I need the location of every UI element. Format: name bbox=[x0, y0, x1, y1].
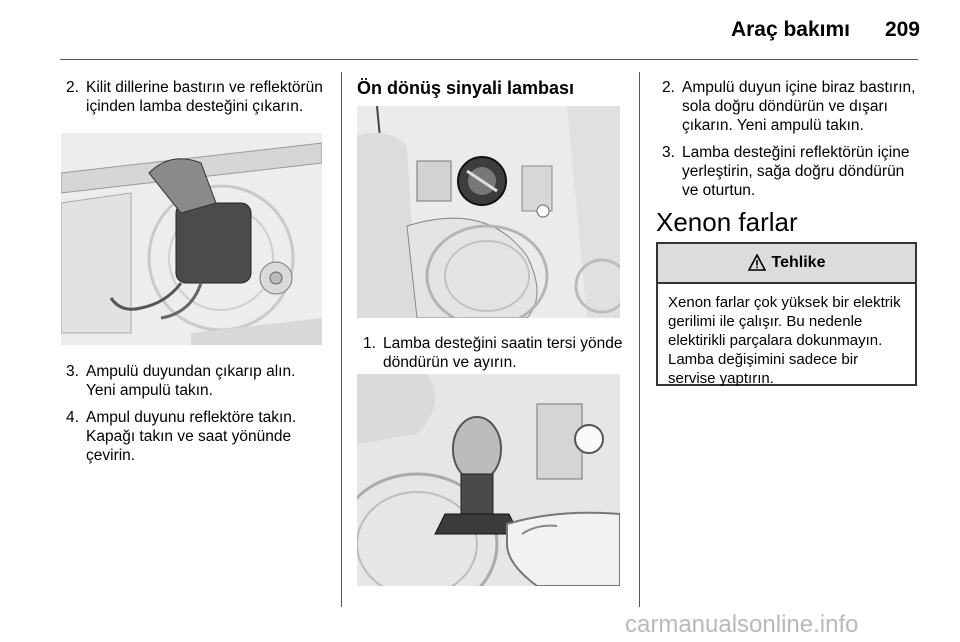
lamp-holder-illustration bbox=[61, 133, 322, 345]
step-number: 3. bbox=[66, 363, 79, 380]
bulb-removal-illustration bbox=[357, 374, 620, 586]
section-heading: Ön dönüş sinyali lambası bbox=[357, 78, 575, 98]
warning-triangle-icon bbox=[748, 254, 766, 272]
column-2-heading-wrap bbox=[357, 78, 627, 99]
watermark[interactable]: carmanualsonline.info bbox=[625, 611, 859, 638]
column-1-bottom bbox=[60, 362, 326, 473]
step-text: Ampulü duyundan çıkarıp alın. Yeni ampulü takın. bbox=[86, 363, 296, 399]
step-number: 1. bbox=[363, 335, 376, 352]
danger-warning-box bbox=[656, 242, 917, 386]
column-divider-left bbox=[341, 72, 342, 607]
step-item bbox=[656, 78, 922, 135]
xenon-heading: Xenon farlar bbox=[656, 207, 798, 237]
step-text: Lamba desteğini saatin tersi yönde döndürün ve ayırın. bbox=[383, 335, 623, 371]
step-text: Lamba desteğini reflektörün içine yerleştirin, sağa doğru döndürün ve oturtun. bbox=[682, 144, 910, 199]
warning-text: Xenon farlar çok yüksek bir elektrik gerilimi ile çalışır. Bu nedenle elektirikli parçalara dokunmayın. Lamba değişimini sadece bir servise yaptırın. bbox=[668, 294, 901, 387]
step-text: Kilit dillerine bastırın ve reflektörün içinden lamba desteğini çıkarın. bbox=[86, 79, 323, 115]
step-number: 3. bbox=[662, 144, 675, 161]
warning-title: Tehlike bbox=[771, 254, 826, 271]
turn-signal-housing-drawing bbox=[357, 106, 620, 318]
step-item bbox=[656, 143, 922, 200]
step-number: 2. bbox=[662, 79, 675, 96]
lamp-holder-drawing bbox=[61, 133, 322, 345]
running-header-title: Araç bakımı bbox=[730, 18, 850, 41]
step-number: 2. bbox=[66, 79, 79, 96]
header-rule bbox=[60, 59, 918, 60]
step-item bbox=[60, 78, 326, 116]
step-item bbox=[60, 408, 326, 465]
page-number: 209 bbox=[884, 18, 920, 41]
step-item bbox=[357, 334, 627, 372]
column-divider-right bbox=[639, 72, 640, 607]
turn-signal-housing-illustration bbox=[357, 106, 620, 318]
warning-header bbox=[658, 244, 915, 284]
step-text: Ampul duyunu reflektöre takın. Kapağı takın ve saat yönünde çevirin. bbox=[86, 409, 297, 464]
column-1-top bbox=[60, 78, 326, 124]
bulb-removal-drawing bbox=[357, 374, 620, 586]
step-number: 4. bbox=[66, 409, 79, 426]
step-item bbox=[60, 362, 326, 400]
column-3-steps bbox=[656, 78, 922, 208]
step-text: Ampulü duyun içine biraz bastırın, sola doğru döndürün ve dışarı çıkarın. Yeni ampulü takın. bbox=[682, 79, 916, 134]
